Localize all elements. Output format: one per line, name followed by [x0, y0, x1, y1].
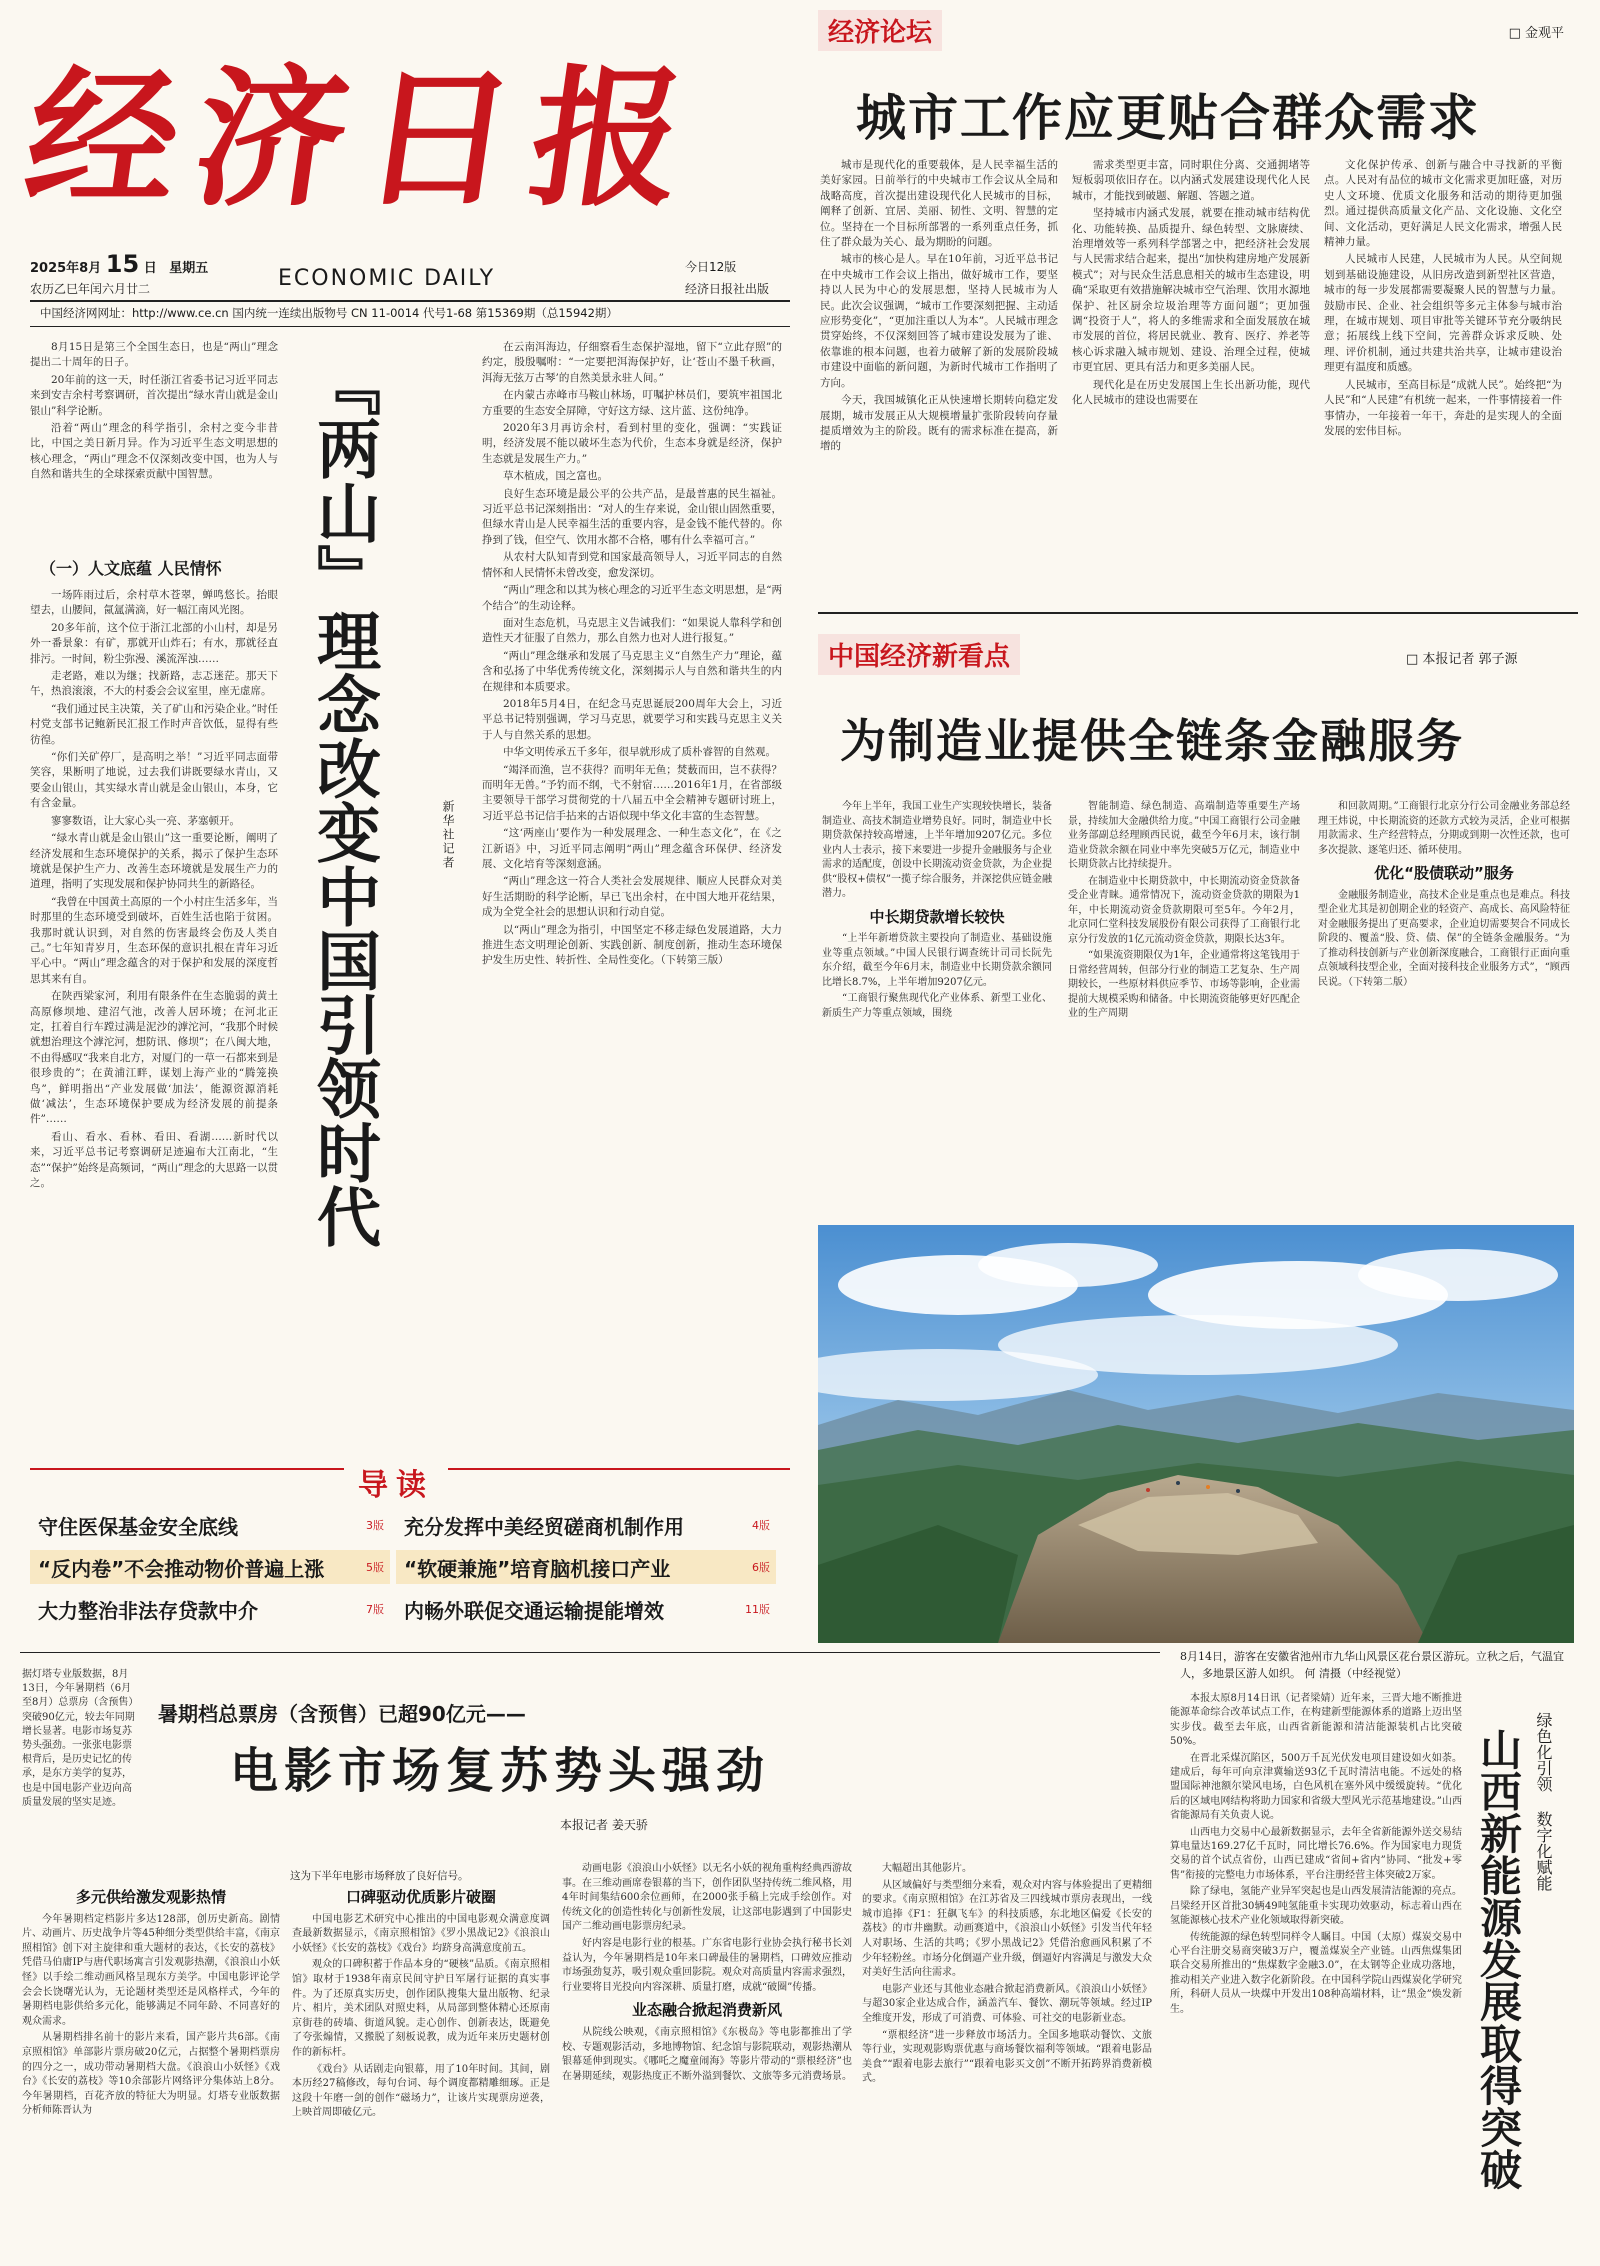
finance-headline: 为制造业提供全链条金融服务	[840, 714, 1464, 768]
para: 人民城市，至高目标是“成就人民”。始终把“为人民”和“人民建”有机统一起来，一件事情接着一件事情办，一年接着一年干，奔赴的是实现人的全面发展的宏伟目标。	[1324, 378, 1562, 437]
forum-col-1	[820, 158, 1058, 608]
film-subhead-1: 多元供给激发观影热情	[75, 1888, 226, 1906]
forum-headline: 城市工作应更贴合群众需求	[856, 89, 1480, 147]
para: “两山”理念这一符合人类社会发展规律、顺应人民群众对美好生活期盼的科学论断，早已飞出余村，在中国大地开花结果，成为全党全社会的思想认识和行动自觉。	[482, 875, 782, 919]
lead-subhead: （一）人文底蕴 人民情怀	[40, 559, 222, 578]
para: “竭泽而渔，岂不获得？而明年无鱼；焚薮而田，岂不获得？而明年无兽。”予钓而不纲，弋不射宿……2016年1月，在省部级主要领导干部学习贯彻党的十八届五中全会精神专题研讨班上，习近平总书记信手拈来的古语似现中华文化丰富的生态智慧。	[482, 763, 782, 822]
film-col-3	[562, 1862, 852, 2260]
film-subhead-2: 口碑驱动优质影片破圈	[345, 1888, 496, 1906]
masthead-english: ECONOMIC DAILY	[278, 266, 496, 291]
guide-item[interactable]	[396, 1592, 776, 1626]
forum-col-2	[1072, 158, 1310, 608]
para: 现代化是在历史发展国上生长出新功能，现代化人民城市的建设也需要在	[1072, 378, 1310, 407]
film-col-1	[22, 1882, 280, 2260]
film-intro-tail: 这为下半年电影市场释放了良好信号。	[290, 1870, 469, 1882]
guide-item-text: “反内卷”不会推动物价普遍上涨	[38, 1556, 325, 1581]
para: 8月15日是第三个全国生态日，也是“两山”理念提出二十周年的日子。	[30, 341, 278, 369]
para: 从区域偏好与类型细分来看，观众对内容与体验提出了更精细的要求。《南京照相馆》在江苏省及三四线城市票房表现出，一线城市追捧《F1：狂飙飞车》的科技质感，东北地区偏爱《长安的荔枝》的市井幽默。动画赛道中，《浪浪山小妖怪》引发当代年轻人对职场、生活的共鸣；《罗小黑战记2》凭借治愈画风积累了不少年轻粉丝。市场分化倒逼产业升级，倒逼好内容满足与激发大众对美好生活向往需求。	[862, 1879, 1152, 1979]
guide-item-text: 内畅外联促交通运输提能增效	[404, 1598, 664, 1623]
para: 坚持城市内涵式发展，就要在推动城市结构优化、功能转换、品质提升、绿色转型、文脉赓续、治理增效等一系列科学部署之中，把经济社会发展与人民需求结合起来，提出“加快构建房地产发展新模式”；对与民众生活息息相关的城市生态建设，明确“采取更有效措施解决城市空气治理、饮用水源地保护、社区厨余垃圾治理等方面问题”；更加强调“投资于人”，将人的多维需求和全面发展放在城市发展的首位，将居民就业、教育、医疗、养老等核心诉求融入城市规划、建设、治理全过程，使城市更宜居、更具有活力和更多美丽人民。	[1072, 207, 1310, 374]
finance-col-2	[1068, 800, 1300, 1205]
para: 金融服务制造业，高技术企业是重点也是难点。科技型企业尤其是初创期企业的轻资产、高成长、高风险特征对金融服务提出了更高要求，企业迫切需要契合不同成长阶段的、覆盖“股、贷、债、保”的全链条金融服务。“为了推动科技创新与产业创新深度融合，工商银行正面向重点领域科技型企业，全面对接科技企业服务方式”，“顾西民说。（下转第二版）	[1318, 889, 1570, 988]
para: 据灯塔专业版数据，8月13日，今年暑期档（6月至8月）总票房（含预售）突破90亿元，较去年同期增长显著。电影市场复苏势头强劲。一张张电影票根背后，是历史记忆的传承，是东方美学的复苏，也是中国电影产业迈向高质量发展的坚实足迹。	[22, 1669, 139, 1808]
masthead	[15, 18, 790, 318]
finance-col-3	[1318, 800, 1570, 1205]
para: 城市的核心是人。早在10年前，习近平总书记在中央城市工作会议上指出，做好城市工作，要坚持以人民为中心的发展思想，坚持人民城市为人民。此次会议强调，“城市工作要深刻把握、主动适应形势变化”，“更加注重以人为本”。人民城市理念贯穿始终，不仅深刻回答了城市建设发展为了谁、依靠谁的根本问题，也着力破解了新的发展阶段城市建设中面临的新问题，为新时代城市工作指明了方向。	[820, 253, 1058, 389]
para: 中华文明传承五千多年，很早就形成了质朴睿智的自然观。	[503, 746, 776, 759]
para: 《戏台》从话剧走向银幕，用了10年时间。其间，剧本历经27稿修改，每句台词、每个调度都精雕细琢。正是这段十年磨一剑的创作“磁场力”，让该片实现票房逆袭，上映首周即破亿元。	[292, 2063, 550, 2119]
para: “我们通过民主决策，关了矿山和污染企业。”时任村党支部书记鲍新民汇报工作时声音饮低，显得有些彷徨。	[30, 702, 278, 746]
film-col-2	[292, 1882, 550, 2260]
issue-date-month: 2025年8月	[30, 261, 102, 276]
para: 从院线公映观，《南京照相馆》《东极岛》等电影都推出了学校、专题观影活动，多地博物馆、纪念馆与影院联动，观影热潮从银幕延伸到现实。《哪吒之魔童闹海》等影片带动的“票根经济”也在暑期延续，观影热度正不断外溢到餐饮、文旅等多元消费场景。	[562, 2026, 852, 2082]
masthead-logo	[15, 18, 760, 227]
para: 中国电影艺术研究中心推出的中国电影观众满意度调查最新数据显示，《南京照相馆》《罗小黑战记2》《浪浪山小妖怪》《长安的荔枝》《戏台》均跻身高满意度前五。	[292, 1913, 550, 1954]
para: 城市是现代化的重要载体，是人民幸福生活的美好家园。日前举行的中央城市工作会议从全局和战略高度，首次提出建设现代化人民城市的目标，阐释了创新、宜居、美丽、韧性、文明、智慧的定位。坚持在一个目标所部署的一系列重点任务，抓住了群众最为关心、最为期盼的问题。	[820, 159, 1058, 249]
para: “绿水青山就是金山银山”这一重要论断，阐明了经济发展和生态环境保护的关系，揭示了保护生态环境就是保护生产力、改善生态环境就是发展生产力的道理，指明了实现发展和保护协同共生的新路径。	[30, 832, 278, 891]
para: 在内蒙古赤峰市马鞍山林场，叮嘱护林员们，要筑牢祖国北方重要的生态安全屏障，守好这方绿、这片蓝、这份纯净。	[482, 389, 782, 417]
para: “上半年新增贷款主要投向了制造业、基础设施业等重点领域。”中国人民银行调查统计司司长阮先东介绍，截至今年6月末，制造业中长期贷款余额同比增长8.7%，上半年增加9207亿元。	[822, 933, 1052, 988]
para: 需求类型更丰富，同时职住分离、交通拥堵等短板弱项依旧存在。以内涵式发展建设现代化人民城市，才能找到破题、解题、答题之道。	[1072, 159, 1310, 202]
para: 观众的口碑积蓄于作品本身的“硬核”品质。《南京照相馆》取材于1938年南京民间守护日军屠行证据的真实事件。为了还原真实历史，创作团队搜集大量出版物、纪录片、相片，美术团队对照史料，从局部到整体精心还原南京街巷的砖墙、街道风貌。走心创作、创新表达，既避免了夸张煽情，又搬脱了刻板说教，成为近年来历史题材创作的新标杆。	[292, 1959, 550, 2058]
guide-item[interactable]	[396, 1550, 776, 1584]
finance-subhead-1: 中长期贷款增长较快	[869, 907, 1005, 926]
para: 在陕西梁家河，利用有限条件在生态脆弱的黄土高原修坝地、建沼气池，改善人居环境；在河北正定，扛着自行车蹚过满是泥沙的滹沱河，“我那个时候就想治理这个滹沱河，想防讯、修坝”；在八闽大地，不由得感叹“我来自北方，对厦门的一草一石都来到是很珍贵的”；在黄浦江畔，谋划上海产业的“腾笼换鸟”，鲜明指出“产业发展做‘加法’，能源资源消耗做‘减法’，生态环境保护要成为经济发展的前提条件”……	[30, 990, 278, 1126]
energy-title: 山西新能源发展取得突破	[1474, 1728, 1523, 2190]
finance-label	[818, 634, 1020, 675]
lead-col-1	[30, 588, 278, 1456]
guide-item-text: “软硬兼施”培育脑机接口产业	[404, 1556, 671, 1581]
para: 看山、看水、看林、看田、看湖……新时代以来，习近平总书记考察调研足迹遍布大江南北，“生态”“保护”始终是高频词，“两山”理念的大思路一以贯之。	[30, 1130, 278, 1190]
lead-intro	[30, 340, 278, 552]
para: 智能制造、绿色制造、高端制造等重要生产场景，持续加大金融供给力度。”中国工商银行公司金融业务部副总经理顾西民说，截至今年6月末，该行制造业贷款余额在同业中率先突破5万亿元，制造业中长期贷款占比持续提升。	[1068, 801, 1300, 870]
finance-author: □ 本报记者 郭子源	[1406, 652, 1518, 667]
para: 在晋北采煤沉陷区，500万千瓦光伏发电项目建设如火如荼。建成后，每年可向京津冀输送93亿千瓦时清洁电能。不远处的格盟国际神池额尔梁风电场，白色风机在塞外风中缓缓旋转。“优化后的区域电网结构将助力国家和省级大型风光示范基地建设。”山西省能源局有关负责人说。	[1170, 1752, 1462, 1822]
lead-title: 『两山』理念改变中国引领时代	[306, 352, 380, 1248]
forum-label	[818, 10, 942, 51]
finance-label-text: 中国经济新看点	[828, 642, 1011, 672]
para: 在云南洱海边，仔细察看生态保护湿地，留下“立此存照”的约定，殷殷嘱咐：“一定要把洱海保护好，让‘苍山不墨千秋画，洱海无弦万古琴’的自然美景永驻人间。”	[482, 341, 782, 384]
para: 2020年3月再访余村，看到村里的变化，强调：“实践证明，经济发展不能以破坏生态为代价，生态本身就是经济，保护生态就是发展生产力。”	[482, 422, 782, 465]
forum-section	[818, 10, 1578, 630]
forum-col-3	[1324, 158, 1562, 608]
para: “两山”理念继承和发展了马克思主义“自然生产力”理论，蕴含和弘扬了中华优秀传统文化，深刻揭示人与自然和谐共生的内在规律和本质要求。	[482, 649, 782, 693]
issue-date-suffix: 日	[143, 261, 157, 276]
para: 寥寥数语，让大家心头一亮、茅塞顿开。	[51, 814, 240, 827]
para: “如果流资期限仅为1年，企业通常将这笔钱用于日常经营周转，但部分行业的制造工艺复杂、生产周期较长，一些原材料供应季节、市场等影响，企业需提前大规模采购和储备。中长期流资能够更好匹配企业的生产周期	[1068, 950, 1300, 1019]
publisher: 经济日报社出版	[685, 282, 770, 296]
film-col-4	[862, 1862, 1152, 2260]
para: 动画电影《浪浪山小妖怪》以无名小妖的视角重构经典西游故事。在三维动画席卷银幕的当下，创作团队坚持传统二维风格，用4年时间集结600余位画师，在2000张手稿上完成手绘创作。对传统文化的创造性转化与创新性发展，让这部电影遇到了中国影史国产二维动画电影票房纪录。	[562, 1863, 852, 1933]
para: 一场阵雨过后，余村草木苍翠，蝉鸣悠长。抬眼望去，山腰间，氤氲满滴，好一幅江南风光图。	[30, 589, 278, 617]
para: “这‘两座山’要作为一种发展理念、一种生态文化”，在《之江新语》中，习近平同志阐明“两山”理念蕴含环保伊、经济发展、文化培育等深刻意涵。	[482, 827, 782, 870]
para: “我曾在中国黄土高原的一个小村庄生活多年，当时那里的生态环境受到破坏，百姓生活也陷于贫困。我那时就认识到，对自然的伤害最终会伤及人类自己。”七年知青岁月，生态环保的意识扎根在青年习近平心中。“两山”理念蕴含的对于保护和发展的深度哲思其来有自。	[30, 895, 278, 985]
guide-item-page: 7版	[366, 1603, 384, 1616]
guide-item-text: 守住医保基金安全底线	[38, 1514, 238, 1539]
para: “你们关矿停厂，是高明之举！”习近平同志面带笑容，果断明了地说，过去我们讲既要绿水青山，又要金山银山，其实绿水青山就是金山银山，本身，它有含金量。	[30, 751, 278, 810]
para: 2018年5月4日，在纪念马克思诞辰200周年大会上，习近平总书记特别强调，学习马克思，就要学习和实践马克思主义关于人与自然关系的思想。	[482, 697, 782, 741]
para: 和回款周期。”工商银行北京分行公司金融业务部总经理王炜说，中长期流资的还款方式较为灵活，企业可根据用款需求、生产经营特点，分期或到期一次性还款，也可多次提款、逐笔归还、循环使用。	[1318, 801, 1570, 856]
para: 今天，我国城镇化正从快速增长期转向稳定发展期，城市发展正从大规模增量扩张阶段转向存量提质增效为主的阶段。既有的需求标准在提高，新增的	[820, 394, 1058, 453]
landscape-photo	[818, 1225, 1574, 1643]
para: 本报太原8月14日讯（记者梁婧）近年来，三晋大地不断推进能源革命综合改革试点工作，在构建新型能源体系的道路上迈出坚实步伐。截至去年底，山西省新能源和清洁能源装机占比突破50%。	[1170, 1693, 1462, 1748]
film-headline: 电影市场复苏势头强劲	[230, 1743, 771, 1799]
para: 大幅超出其他影片。	[882, 1863, 972, 1874]
guide-item-page: 6版	[752, 1561, 770, 1574]
para: “工商银行聚焦现代化产业体系、新型工业化、新质生产力等重点领域，围绕	[822, 993, 1052, 1019]
para: 从农村大队知青到党和国家最高领导人，习近平同志的自然情怀和人民情怀未曾改变，愈发深切。	[482, 551, 782, 579]
para: 面对生态危机，马克思主义告诫我们：“如果说人靠科学和创造性天才征服了自然力，那么自然力也对人进行报复。”	[482, 616, 782, 645]
para: 以“两山”理念为指引，中国坚定不移走绿色发展道路，大力推进生态文明理论创新、实践创新、制度创新，推动生态环境保护发生历史性、转折性、全局性变化。（下转第三版）	[482, 923, 782, 967]
para: 20多年前，这个位于浙江北部的小山村，却是另外一番景象：有矿，那就开山炸石；有水，那就径直排污。一时间，粉尘弥漫、溪流浑浊……	[30, 621, 278, 665]
para: 20年前的这一天，时任浙江省委书记习近平同志来到安吉余村考察调研，首次提出“绿水青山就是金山银山”科学论断。	[30, 373, 278, 417]
masthead-title: 经济日报	[15, 51, 713, 227]
film-subhead-3: 业态融合掀起消费新风	[631, 2001, 782, 2020]
mountain-photo	[818, 1225, 1574, 1643]
para: 从暑期档排名前十的影片来看，国产影片共6部。《南京照相馆》单部影片票房破20亿元，占据整个暑期档票房的四分之一，成功带动暑期档大盘。《浪浪山小妖怪》《戏台》《长安的荔枝》等10余部影片网络评分集体站上8分。今年暑期档，百花齐放的特征大为明显。灯塔专业版数据分析师陈晋认为	[22, 2032, 280, 2117]
guide-item[interactable]	[396, 1508, 776, 1542]
lunar-date: 农历乙巳年闰六月廿二	[30, 282, 151, 296]
energy-subtitle: 绿色化引领 数字化赋能	[1534, 1712, 1553, 1891]
para: 草木植成，国之富也。	[503, 470, 608, 483]
para: 文化保护传承、创新与融合中寻找新的平衡点。人民对有品位的城市文化需求更加旺盛，对历史人文环境、优质文化服务和活动的期待更加强烈。通过提供高质量文化产品、文化设施、文化空间、文化活动，更好满足人民文化需求，增强人民精神力量。	[1324, 159, 1562, 249]
para: 除了绿电，氢能产业异军突起也是山西发展清洁能源的亮点。吕梁经开区首批30辆49吨氢能重卡实现功效驱动，标志着山西在氢能源核心技术产业化领域取得新突破。	[1170, 1886, 1462, 1927]
film-author: 本报记者 姜天骄	[560, 1818, 648, 1832]
para: 山西电力交易中心最新数据显示，去年全省新能源外送交易结算电量达169.27亿千瓦时，同比增长76.6%。作为国家电力现货交易的首个试点省份，山西已建成“省间+省内”协同、“批发+零售”衔接的完整电力市场体系，平台注册经营主体突破2万家。	[1170, 1826, 1462, 1881]
guide-item[interactable]	[30, 1508, 390, 1542]
finance-subhead-2: 优化“股债联动”服务	[1374, 864, 1514, 882]
para: 走老路，难以为继；找新路，志忑迷茫。那天下午，热浪滚滚，不大的村委会会议室里，座无虚席。	[30, 670, 278, 698]
para: “票根经济”进一步释放市场活力。全国多地联动餐饮、文旅等行业，实现观影购票优惠与商场餐饮福利等领域。“跟着电影品美食”“跟着电影去旅行”“跟着电影买文创”不断开拓跨界消费新模式。	[862, 2029, 1152, 2085]
para: 沿着“两山”理念的科学指引，余村之变今非昔比，中国之美日新月异。作为习近平生态文明思想的核心理念，“两山”理念不仅深刻改变中国，也为人与自然和谐共生的全球探索贡献中国智慧。	[30, 422, 278, 481]
guide-item-text: 大力整治非法存贷款中介	[38, 1598, 258, 1623]
info-line: 中国经济网网址：http://www.ce.cn 国内统一连续出版物号 CN 11-0014 代号1-68 第15369期（总15942期）	[40, 306, 618, 320]
para: 今年上半年，我国工业生产实现较快增长，装备制造业、高技术制造业增势良好。同时，制造业中长期贷款保持较高增速，上半年增加9207亿元。多位业内人士表示，接下来要进一步提升金融服务与企业需求的适配度，创设中长期流动资金贷款，为企业提供“股权+债权”一揽子综合服务，并深挖供应链金融潜力。	[822, 801, 1052, 899]
para: “两山”理念和以其为核心理念的习近平生态文明思想，是“两个结合”的生动诠释。	[482, 584, 782, 612]
energy-col	[1170, 1692, 1462, 2260]
guide-item-page: 4版	[752, 1519, 770, 1532]
issue-date	[30, 250, 208, 278]
para: 今年暑期档定档影片多达128部，创历史新高。剧情片、动画片、历史战争片等45种细分类型供给丰富，《南京照相馆》创下对主旋律和重大题材的表达，《长安的荔枝》凭借马伯庸IP与唐代职场寓言引发观影热潮，《浪浪山小妖怪》以手绘二维动画风格呈现东方美学。中国电影评论学会会长饶曙光认为，无论题材类型还是风格样式，今年的暑期档电影供给多元化，能够满足不同年龄、不同喜好的观众需求。	[22, 1913, 280, 2027]
film-kicker: 暑期档总票房（含预售）已超90亿元——	[158, 1702, 526, 1726]
para: 良好生态环境是最公平的公共产品，是最普惠的民生福祉。习近平总书记深刻指出：“对人的生存来说，金山银山固然重要，但绿水青山是人民幸福生活的重要内容，是金钱不能代替的。你挣到了钱，但空气、饮用水都不合格，哪有什么幸福可言。”	[482, 487, 782, 546]
guide-item-page: 5版	[366, 1561, 384, 1574]
para: 电影产业还与其他业态融合掀起消费新风。《浪浪山小妖怪》与超30家企业达成合作，涵盖汽车、餐饮、潮玩等领域。经过IP全维度开发，形成了可消费、可体验、可社交的电影新业态。	[862, 1983, 1152, 2024]
film-lead-box	[22, 1668, 140, 1868]
para: 在制造业中长期贷款中，中长期流动资金贷款备受企业青睐。通常情况下，流动资金贷款的期限为1年，中长期流动资金贷款期限可至5年。今年2月，北京同仁堂科技发展股份有限公司获得了工商银行北京分行发放的1亿元流动资金贷款，期限长达3年。	[1068, 875, 1300, 945]
para: 人民城市人民建，人民城市为人民。从空间规划到基础设施建设，从旧房改造到新型社区营造，城市的每一步发展都需要凝聚人民的智慧与力量。鼓励市民、企业、社会组织等多元主体参与城市治理，在城市规划、项目审批等关键环节充分吸纳民意；拓展线上线下空间，完善群众诉求反映、处理、评价机制，通过共建共治共享，让城市建设治理更有温度和质感。	[1324, 253, 1562, 374]
forum-label-text: 经济论坛	[828, 18, 933, 48]
guide-item-page: 3版	[366, 1519, 384, 1532]
guide-item-text: 充分发挥中美经贸磋商机制作用	[404, 1514, 684, 1539]
issue-date-day: 15	[105, 250, 140, 278]
issue-weekday: 星期五	[169, 261, 209, 276]
para: 传统能源的绿色转型同样令人瞩目。中国（太原）煤炭交易中心平台注册交易商突破3万户，覆盖煤炭全产业链。山西焦煤集团联合交易所推出的“焦煤数字金融3.0”，在太钢等企业成功落地，推动相关产业进入数字化新阶段。在中国科学院山西煤炭化学研究所，科研人员从一块煤中开发出108种高端材料，让“黑金”焕发新生。	[1170, 1931, 1462, 2015]
guide-item-page: 11版	[745, 1603, 770, 1616]
guide-item[interactable]	[30, 1592, 390, 1626]
guide-item[interactable]	[30, 1550, 390, 1584]
finance-col-1	[822, 800, 1052, 1205]
lead-col-2	[482, 340, 782, 1460]
daolu-title: 导读	[344, 1460, 448, 1504]
lead-byline: 新华社记者	[441, 800, 455, 870]
forum-author: □ 金观平	[1508, 26, 1564, 41]
photo-caption: 8月14日，游客在安徽省池州市九华山风景区花台景区游玩。立秋之后，气温宜人，多地景区游人如织。 何 清摄（中经视觉）	[1180, 1650, 1564, 1680]
page-count: 今日12版	[685, 260, 737, 274]
para: 好内容是电影行业的根基。广东省电影行业协会执行秘书长刘益认为，今年暑期档是10年来口碑最佳的暑期档，口碑效应推动市场强劲复苏，吸引观众重回影院。观众对高质量内容需求强烈，行业要将目光投向内容深耕、质量打磨，成就“破圈”传播。	[562, 1937, 852, 1993]
